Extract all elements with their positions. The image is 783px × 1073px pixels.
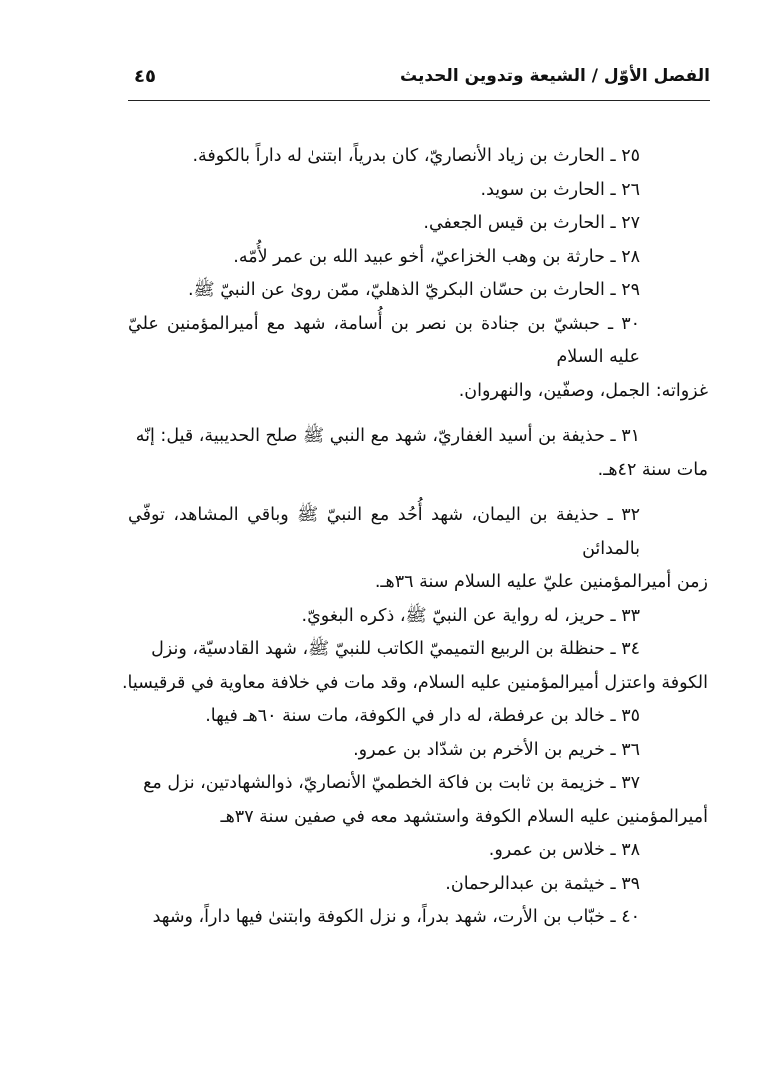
entry-27: ٢٧ ـ الحارث بن قيس الجعفي. [423, 213, 640, 233]
entry-32-line-1: ٣٢ ـ حذيفة بن اليمان، شهد أُحُد مع النبيّ ﷺ وباقي المشاهد، توفّي بالمدائن [128, 505, 640, 559]
entry-32-line-2: زمن أميرالمؤمنين عليّ عليه السلام سنة ٣٦هـ. [374, 572, 708, 592]
entry-35: ٣٥ ـ خالد بن عرفطة، له دار في الكوفة، مات سنة ٦٠هـ فيها. [205, 706, 640, 726]
chapter-title: الفصل الأوّل / الشيعة وتدوين الحديث [399, 66, 710, 86]
entry-31-line-1: ٣١ ـ حذيفة بن أسيد الغفاريّ، شهد مع النبي ﷺ صلح الحديبية، قيل: إنّه [135, 426, 640, 446]
running-header [128, 66, 710, 100]
entry-28: ٢٨ ـ حارثة بن وهب الخزاعيّ، أخو عبيد الله بن عمر لأُمّه. [233, 246, 640, 267]
entry-34-line-1: ٣٤ ـ حنظلة بن الربيع التميميّ الكاتب للنبيّ ﷺ، شهد القادسيّة، ونزل [151, 639, 640, 659]
entry-40: ٤٠ ـ خبّاب بن الأرت، شهد بدراً، و نزل الكوفة وابتنىٰ فيها داراً، وشهد [152, 907, 640, 927]
header-divider [128, 100, 710, 101]
entry-gap [128, 408, 708, 420]
entry-37-line-1: ٣٧ ـ خزيمة بن ثابت بن فاكة الخطميّ الأنصاريّ، ذوالشهادتين، نزل مع [143, 773, 640, 793]
entry-gap [128, 487, 708, 499]
entry-30-line-1: ٣٠ ـ حبشيّ بن جنادة بن نصر بن أُسامة، شهد مع أميرالمؤمنين عليّ عليه السلام [128, 313, 640, 367]
entry-30-line-2: غزواته: الجمل، وصفّين، والنهروان. [458, 380, 708, 401]
entry-list [121, 140, 708, 935]
entry-26: ٢٦ ـ الحارث بن سويد. [480, 179, 640, 200]
entry-31-line-2: مات سنة ٤٢هـ. [597, 459, 708, 480]
page-number: ٤٥ [134, 66, 156, 87]
entry-25: ٢٥ ـ الحارث بن زياد الأنصاريّ، كان بدرياً، ابتنىٰ له داراً بالكوفة. [192, 146, 640, 166]
entry-36: ٣٦ ـ خريم بن الأخرم بن شدّاد بن عمرو. [353, 739, 640, 760]
entry-37-line-2: أميرالمؤمنين عليه السلام الكوفة واستشهد معه في صفين سنة ٣٧هـ [220, 806, 708, 827]
entry-39: ٣٩ ـ خيثمة بن عبدالرحمان. [445, 873, 640, 894]
entry-29: ٢٩ ـ الحارث بن حسّان البكريّ الذهليّ، ممّن روىٰ عن النبيّ ﷺ. [187, 280, 640, 300]
entry-38: ٣٨ ـ خلاس بن عمرو. [488, 840, 640, 860]
entry-34-line-2: الكوفة واعتزل أميرالمؤمنين عليه السلام، وقد مات في خلافة معاوية في قرقيسيا. [121, 672, 708, 693]
entry-33: ٣٣ ـ حريز، له رواية عن النبيّ ﷺ، ذكره البغويّ. [301, 605, 640, 626]
